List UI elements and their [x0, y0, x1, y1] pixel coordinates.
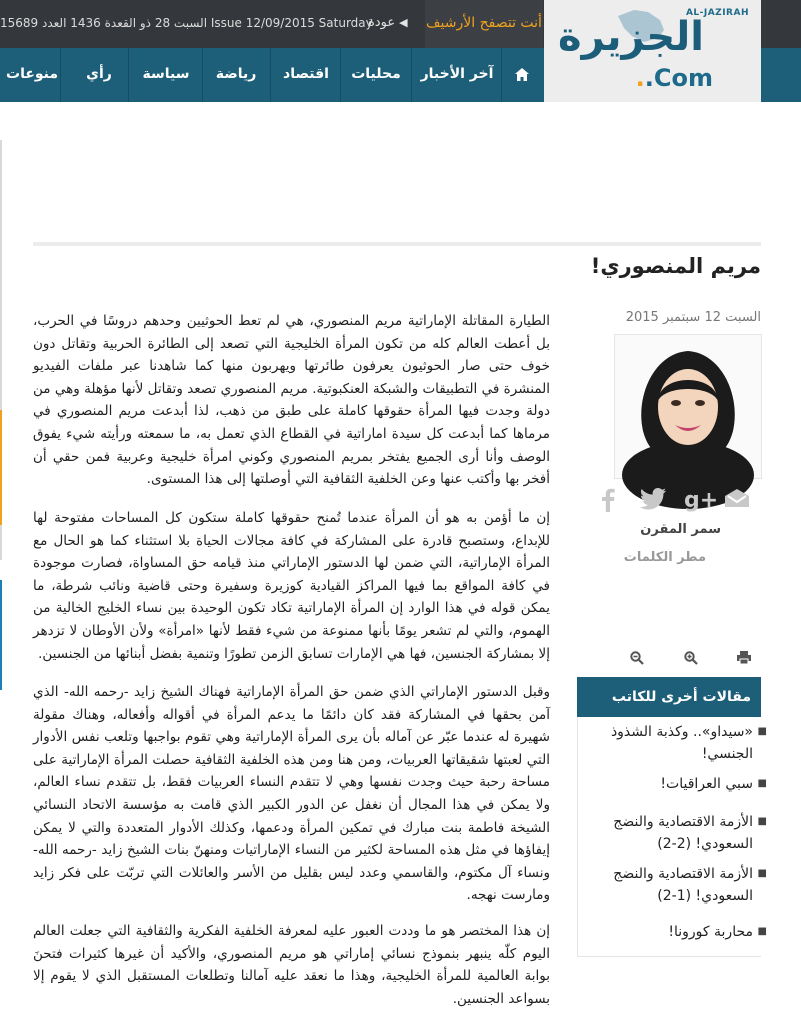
- zoom-out-icon[interactable]: [630, 651, 644, 669]
- facebook-icon[interactable]: [598, 488, 618, 517]
- nav-item-economy[interactable]: اقتصاد: [283, 66, 329, 82]
- site-logo[interactable]: [544, 0, 761, 102]
- author-photo: [614, 334, 762, 479]
- author-name[interactable]: سمر المقرن: [640, 522, 721, 537]
- back-link[interactable]: [368, 0, 408, 48]
- logo-domain: ..Com: [635, 64, 713, 92]
- nav-edge: [761, 48, 801, 102]
- email-icon[interactable]: [724, 488, 750, 513]
- google-plus-icon[interactable]: g+: [684, 488, 719, 513]
- back-label: عودة: [368, 15, 396, 30]
- more-article-link[interactable]: ■ «سيداو».. وكذبة الشذوذ الجنسي!: [610, 724, 767, 762]
- arrow-icon: ◀: [399, 16, 408, 29]
- twitter-icon[interactable]: [640, 488, 666, 515]
- edge-accent-orange: [0, 410, 2, 525]
- more-articles-list: [577, 717, 767, 957]
- nav-item-latest[interactable]: آخر الأخبار: [420, 66, 494, 82]
- more-article-link[interactable]: ■ الأزمة الاقتصادية والنضج السعودي! (2-2): [613, 814, 767, 852]
- nav-item-misc[interactable]: منوعات: [6, 66, 59, 82]
- article-paragraph: إن هذا المختصر هو ما وددت العبور عليه لمعرفة الخلفية الفكرية والثقافية التي جعلت العالم اليوم كلّه ينبهر بنموذج نسائي إماراتي هو مريم المنصوري، والأكيد أن غيرها كثيرات فتحنَ بوابة العالمية للمرأة الخليجية، وهذا ما نعقد عليه آمالنا وتطلعات المستقبل الذي لا يقوم إلا بسواعد الجنسين.: [33, 923, 550, 1007]
- nav-item-sports[interactable]: رياضة: [215, 66, 257, 82]
- nav-item-politics[interactable]: سياسة: [142, 66, 190, 82]
- article-title: مريم المنصوري!: [590, 254, 761, 278]
- nav-item-opinion[interactable]: رأي: [86, 66, 112, 82]
- more-article-link[interactable]: ■ محاربة كورونا!: [668, 924, 767, 940]
- title-divider: [33, 242, 761, 246]
- article-paragraph: الطيارة المقاتلة الإماراتية مريم المنصوري، هي لم تعط الحوثيين وحدهم دروسًا في الحرب، بل أعطت العالم كله من تكون المرأة الخليجية التي تصعد إلى الطائرة الحربية وتقاتل دون خوف حتى صار الحوثيون يعرفون طائرتها ويهربون منها كما شاهدنا عبر ملفات الفيديو المنشرة في التطبيقات والشبكة العنكبوتية. مريم المنصوري تصعد وتقاتل لأنها مؤهلة وهي من دولة وجدت فيها المرأة حقوقها كاملة على طبق من ذهب، لذا أبدعت مريم المنصوري في مرماها كما أبدعت كل سيدة اماراتية في القطاع الذي تعمل به، ما سمعته ورأيته شيء يفوق الوصف وأنا أرى الجميع يفتخر بمريم المنصوري وكوني امرأة خليجية وعربية فمن حقي أن أفخر بها وأكتب عنها وعن الخلفية الثقافية التي أوصلتها إلى هذا المستوى.: [33, 313, 550, 488]
- nav-home[interactable]: [502, 48, 542, 102]
- article-paragraph: إن ما أؤمن به هو أن المرأة عندما تُمنح حقوقها كاملة ستكون كل المساحات مفتوحة لها للإبداع، وستصبح قادرة على المشاركة في كافة مجالات الحياة بلا استثناء كما هو الحال مع المرأة الإماراتية، التي ضمن لها الدستور الإماراتي منذ قيامه حق المساواة، فصارت موجودة في كافة المواقع بما فيها المراكز القيادية كوزيرة وسفيرة وحتى قاضية ونائب شرطة، ما يمكن قوله في هذا الوارد إن المرأة الإماراتية تكاد تكون الوحيدة بين نساء الخليج الخالية من الهموم، والتي لم تشعر يومًا بأنها ممنوعة من شيء فقط لأنها «امرأة» ولأن الأوطان لا تزدهر إلا بمشاركة الجنسين، فها هي الإمارات تسابق الزمن تطورًا وتنمية بفضل أبنائها من الجنسين.: [33, 510, 550, 662]
- issue-date-line: السبت 28 ذو القعدة 1436 العدد 15689 Issue 12/09/2015 Saturday: [0, 16, 373, 30]
- logo-text-ar: الجزيرة: [558, 14, 704, 60]
- nav-item-local[interactable]: محليات: [351, 66, 401, 82]
- home-icon: [515, 68, 529, 81]
- more-articles-heading: مقالات أخرى للكاتب: [577, 677, 761, 717]
- zoom-in-icon[interactable]: [684, 651, 698, 669]
- publish-date: السبت 12 سبتمبر 2015: [625, 310, 761, 325]
- column-name[interactable]: مطر الكلمات: [623, 550, 706, 565]
- edge-accent-blue: [0, 580, 2, 690]
- logo-text-en: AL-JAZIRAH: [685, 8, 749, 18]
- archive-notice: أنت تتصفح الأرشيف: [425, 0, 543, 48]
- more-article-link[interactable]: ■ سبي العراقيات!: [660, 776, 767, 792]
- more-article-link[interactable]: ■ الأزمة الاقتصادية والنضج السعودي! (1-2): [613, 866, 767, 904]
- print-icon[interactable]: [737, 651, 751, 668]
- article-paragraph: وقبل الدستور الإماراتي الذي ضمن حق المرأة الإماراتية فهناك الشيخ زايد -رحمه الله- الذي آمن بحقها في المشاركة فقد كان دائمًا ما يدعم المرأة في أقواله وأفعاله، وهناك مقولة شهيرة له عندما عبّر عن آماله بأن يرى المرأة الإماراتية وهي تقوم بواجبها وتلعب نفس الأدوار التي لعبتها شقيقاتها العربيات، ومن هنا ومن هذه الخلفية الثقافية حصلت المرأة الإماراتية على مساحة رحبة حيث وجدت نفسها وهي لا تتقدم النساء العربيات فقط، بل تتقدم نساء العالم، ولا يمكن في هذا المجال أن نغفل عن الدور الكبير الذي قامت به مؤسسة الاتحاد النسائي الشيخة فاطمة بنت مبارك في تمكين المرأة ودعمها، وكذلك الأدوار المتعددة والتي لا يمكن إيفاؤها في مثل هذه المساحة لكثير من النساء الإماراتيات ومنهنّ بنات الشيخ زايد -رحمه الله- ونساء آل مكتوم، والقاسمي وعدد ليس بقليل من الأسر والعائلات التي تربّت على فكر زايد ومارست نهجه.: [33, 684, 550, 904]
